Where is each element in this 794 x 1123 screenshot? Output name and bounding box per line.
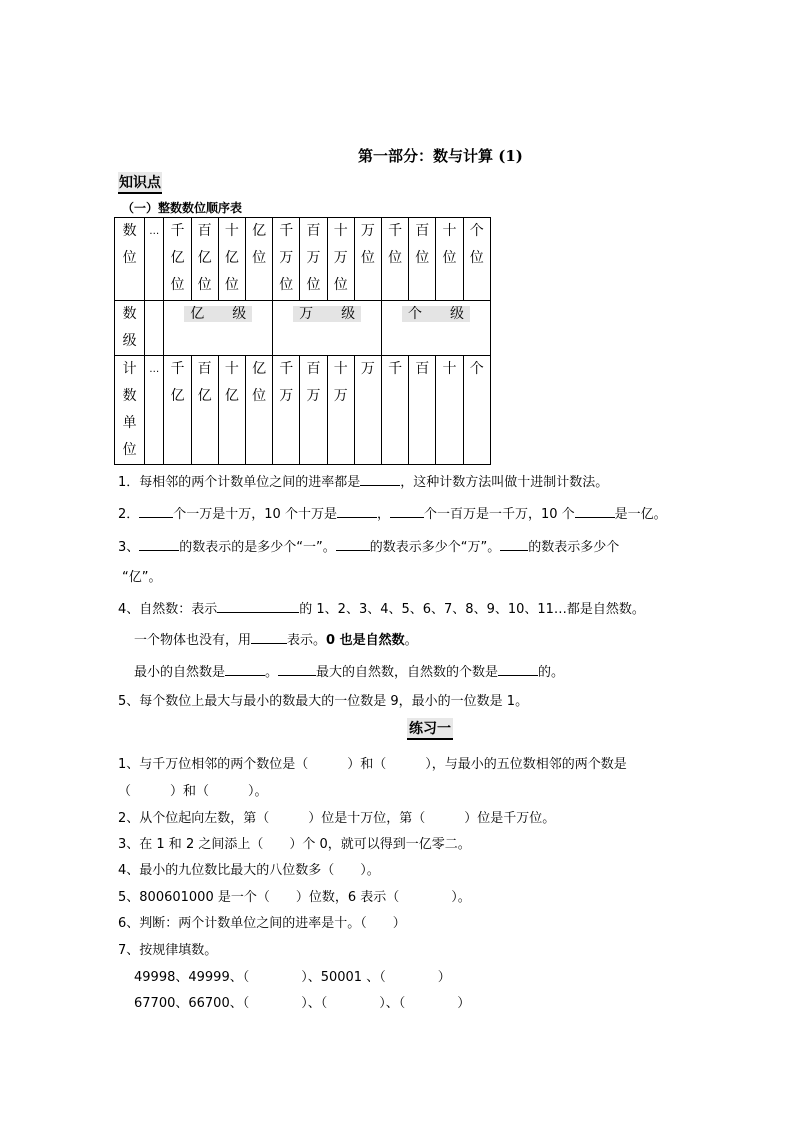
exercise-3: 3、在 1 和 2 之间添上（ ）个 0，就可以得到一亿零二。 [118,837,471,852]
ellipsis-cell: … [145,218,164,301]
exercise-2: 2、从个位起向左数，第（ ）位是十万位，第（ ）位是千万位。 [118,811,556,826]
table-cell: 百 位 [409,218,436,301]
exercise-7-row-2: 67700、66700、（ ）、（ ）、（ ） [134,996,471,1011]
exercise-4: 4、最小的九位数比最大的八位数多（ ）。 [118,863,380,878]
row-head-place: 数 位 [115,218,145,301]
answer-blank[interactable] [139,505,173,518]
table-cell: 千 位 [382,218,409,301]
knowledge-item-3-cont: “亿”。 [122,570,162,585]
table-row [115,356,491,465]
table-cell: 十 万 位 [327,218,354,301]
table-cell: 千 [382,356,409,465]
answer-blank[interactable] [139,538,179,551]
table-cell: 万 位 [354,218,381,301]
table-cell: 千 亿 [164,356,191,465]
ellipsis-cell: … [145,356,164,465]
level-ge: 个 级 [382,301,491,356]
table-cell: 十 亿 [218,356,245,465]
table-cell: 个 位 [463,218,490,301]
table-cell: 千 万 位 [273,218,300,301]
table-cell: 百 亿 [191,356,218,465]
page-title: 第一部分：数与计算 (1) [358,147,523,165]
table-cell: 百 万 位 [300,218,327,301]
table-cell [145,301,164,356]
answer-blank[interactable] [500,538,528,551]
table-cell: 百 万 [300,356,327,465]
knowledge-item-5: 5、每个数位上最大与最小的数最大的一位数是 9，最小的一位数是 1。 [118,694,529,709]
level-wan: 万 级 [273,301,382,356]
level-yi: 亿 级 [164,301,273,356]
table-cell: 千 万 [273,356,300,465]
answer-blank[interactable] [575,505,615,518]
table-cell: 个 [463,356,490,465]
exercise-heading: 练习一 [407,718,453,740]
exercise-1: 1、与千万位相邻的两个数位是（ ）和（ ），与最小的五位数相邻的两个数是 [118,757,627,772]
answer-blank[interactable] [225,663,265,676]
answer-blank[interactable] [251,631,287,644]
table-cell: 亿 位 [245,356,272,465]
exercise-5: 5、800601000 是一个（ ）位数，6 表示（ ）。 [118,890,471,905]
answer-blank[interactable] [217,600,299,613]
knowledge-heading: 知识点 [118,172,162,194]
answer-blank[interactable] [498,663,538,676]
table-cell: 亿 位 [245,218,272,301]
table-heading: （一）整数数位顺序表 [122,201,243,215]
exercise-6: 6、判断：两个计数单位之间的进率是十。（ ） [118,916,406,931]
table-row [115,218,491,301]
knowledge-item-4: 4、自然数：表示 的 1、2、3、4、5、6、7、8、9、10、11…都是自然数。 [118,602,645,617]
table-row [115,301,491,356]
table-cell: 十 位 [436,218,463,301]
row-head-level: 数 级 [115,301,145,356]
knowledge-item-4-zero: 一个物体也没有，用 表示。0 也是自然数。 [134,633,418,648]
answer-blank[interactable] [360,473,400,486]
table-cell: 万 [354,356,381,465]
knowledge-item-3: 3、 的数表示的是多少个“一”。 的数表示多少个“万”。 的数表示多少个 [118,540,620,555]
answer-blank[interactable] [278,663,316,676]
table-cell: 百 [409,356,436,465]
knowledge-item-4-min: 最小的自然数是 。 最大的自然数，自然数的个数是 的。 [134,665,565,680]
row-head-unit: 计 数 单 位 [115,356,145,465]
exercise-7: 7、按规律填数。 [118,943,218,958]
answer-blank[interactable] [390,505,424,518]
table-cell: 十 [436,356,463,465]
exercise-1-cont: （ ）和（ ）。 [118,784,268,799]
answer-blank[interactable] [336,538,370,551]
knowledge-item-1: 1．每相邻的两个计数单位之间的进率都是 ，这种计数方法叫做十进制计数法。 [118,475,609,490]
table-cell: 十 万 [327,356,354,465]
place-value-table [114,217,491,465]
table-cell: 百 亿 位 [191,218,218,301]
knowledge-item-2: 2． 个一万是十万，10 个十万是 ， 个一百万是一千万，10 个 是一亿。 [118,507,667,522]
answer-blank[interactable] [337,505,377,518]
table-cell: 千 亿 位 [164,218,191,301]
exercise-7-row-1: 49998、49999、（ ）、50001 、（ ） [134,970,451,985]
table-cell: 十 亿 位 [218,218,245,301]
